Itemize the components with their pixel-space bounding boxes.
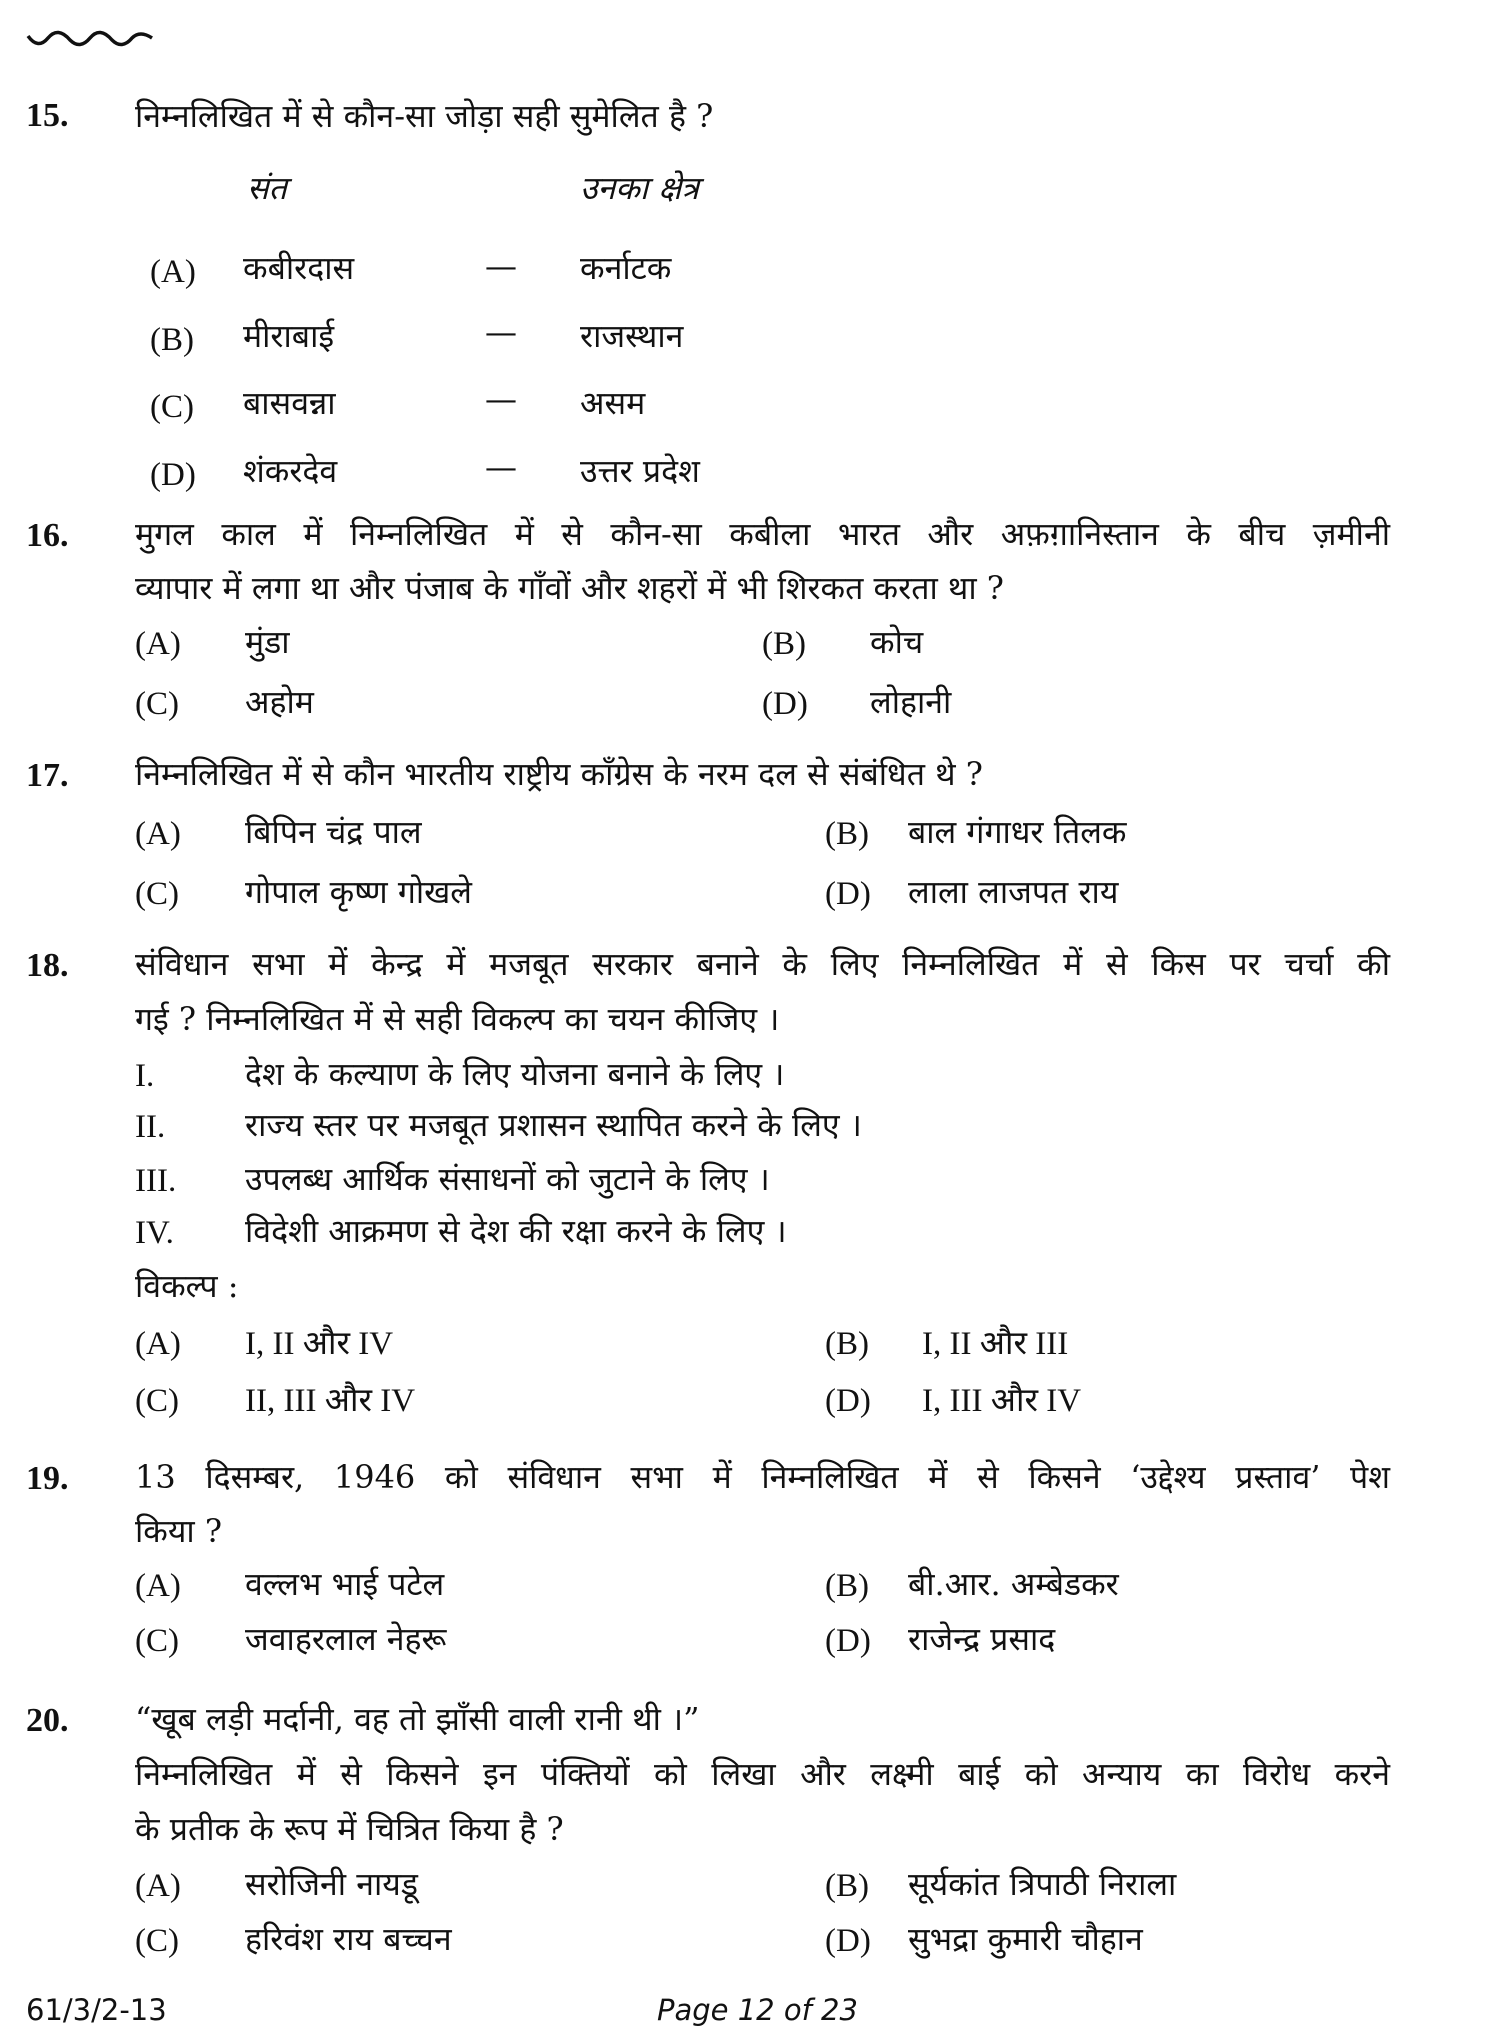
pair-left: शंकरदेव: [243, 452, 338, 490]
option-label: (D): [825, 1623, 871, 1659]
option-label: (C): [135, 1623, 179, 1659]
option-text: जवाहरलाल नेहरू: [245, 1620, 447, 1658]
pair-right: कर्नाटक: [580, 249, 672, 287]
page-number: Page 12 of 23: [657, 1993, 858, 2027]
question-text: निम्नलिखित में से कौन-सा जोड़ा सही सुमेलित है ?: [135, 97, 714, 135]
option-label: (B): [825, 816, 869, 852]
option-text: बिपिन चंद्र पाल: [245, 813, 422, 851]
question-text-line: के प्रतीक के रूप में चित्रित किया है ?: [135, 1810, 564, 1848]
option-text: I, II और IV: [245, 1326, 394, 1362]
option-text: लोहानी: [870, 683, 952, 721]
option-text: सरोजिनी नायडू: [245, 1865, 418, 1903]
option-label: (A): [150, 254, 196, 290]
paper-code: 61/3/2-13: [26, 1993, 167, 2027]
option-label: (D): [762, 686, 808, 722]
statement-text: विदेशी आक्रमण से देश की रक्षा करने के लिए ।: [245, 1212, 787, 1250]
option-label: (C): [135, 1383, 179, 1419]
option-label: (A): [135, 1568, 181, 1604]
statement-text: देश के कल्याण के लिए योजना बनाने के लिए ।: [245, 1055, 785, 1093]
option-label: (C): [135, 876, 179, 912]
option-text: कोच: [870, 623, 924, 661]
option-label: (D): [825, 1383, 871, 1419]
pair-right: उत्तर प्रदेश: [580, 452, 700, 490]
statement-label: II.: [135, 1109, 166, 1145]
pair-left: बासवन्ना: [243, 384, 336, 422]
statement-text: राज्य स्तर पर मजबूत प्रशासन स्थापित करने के लिए ।: [245, 1106, 862, 1144]
option-label: (D): [150, 457, 196, 493]
question-text-line: मुगल काल में निम्नलिखित में से कौन-सा कबीला भारत और अफ़ग़ानिस्तान के बीच ज़मीनी: [135, 515, 1390, 553]
option-label: (C): [135, 686, 179, 722]
question-text-line: गई ? निम्नलिखित में से सही विकल्प का चयन कीजिए ।: [135, 1000, 780, 1038]
question-number: 18.: [26, 947, 69, 984]
wave-mark-icon: [26, 28, 156, 50]
question-text-line: संविधान सभा में केन्द्र में मजबूत सरकार बनाने के लिए निम्नलिखित में से किस पर चर्चा की: [135, 945, 1390, 983]
option-label: (A): [135, 1868, 181, 1904]
option-text: गोपाल कृष्ण गोखले: [245, 873, 473, 911]
question-text-line: 13 दिसम्बर, 1946 को संविधान सभा में निम्नलिखित में से किसने ‘उद्देश्य प्रस्ताव’ पेश: [135, 1458, 1390, 1496]
option-label: (A): [135, 626, 181, 662]
option-text: सुभद्रा कुमारी चौहान: [908, 1920, 1143, 1958]
option-label: (B): [825, 1568, 869, 1604]
option-label: (B): [762, 626, 806, 662]
statement-text: उपलब्ध आर्थिक संसाधनों को जुटाने के लिए ।: [245, 1160, 770, 1198]
pair-dash: —: [485, 448, 517, 486]
option-label: (B): [150, 322, 194, 358]
option-text: वल्लभ भाई पटेल: [245, 1565, 445, 1603]
option-label: (C): [150, 389, 194, 425]
column-heading-saint: संत: [247, 169, 287, 207]
pair-dash: —: [485, 380, 517, 418]
option-text: हरिवंश राय बच्चन: [245, 1920, 452, 1958]
question-text-line: किया ?: [135, 1512, 223, 1550]
question-text: निम्नलिखित में से कौन भारतीय राष्ट्रीय काँग्रेस के नरम दल से संबंधित थे ?: [135, 755, 983, 793]
pair-dash: —: [485, 313, 517, 351]
column-heading-region: उनका क्षेत्र: [580, 169, 699, 207]
option-text: राजेन्द्र प्रसाद: [908, 1620, 1056, 1658]
pair-dash: —: [485, 247, 517, 285]
question-text-line: व्यापार में लगा था और पंजाब के गाँवों और शहरों में भी शिरकत करता था ?: [135, 569, 1004, 607]
question-number: 20.: [26, 1702, 69, 1739]
option-label: (D): [825, 876, 871, 912]
question-quote: “खूब लड़ी मर्दानी, वह तो झाँसी वाली रानी थी ।”: [135, 1700, 700, 1738]
option-text: मुंडा: [245, 623, 290, 661]
option-text: अहोम: [245, 683, 314, 721]
options-heading: विकल्प :: [135, 1267, 239, 1305]
question-number: 15.: [26, 97, 69, 134]
question-number: 17.: [26, 757, 69, 794]
option-text: लाला लाजपत राय: [908, 873, 1119, 911]
pair-left: मीराबाई: [243, 317, 335, 355]
question-number: 19.: [26, 1460, 69, 1497]
option-text: बाल गंगाधर तिलक: [908, 813, 1127, 851]
pair-right: राजस्थान: [580, 317, 684, 355]
question-text-line: निम्नलिखित में से किसने इन पंक्तियों को लिखा और लक्ष्मी बाई को अन्याय का विरोध करने: [135, 1755, 1390, 1793]
option-text: I, II और III: [922, 1326, 1069, 1362]
option-label: (B): [825, 1326, 869, 1362]
pair-right: असम: [580, 384, 646, 422]
option-text: सूर्यकांत त्रिपाठी निराला: [908, 1865, 1177, 1903]
option-label: (B): [825, 1868, 869, 1904]
option-text: I, III और IV: [922, 1383, 1082, 1419]
option-label: (D): [825, 1923, 871, 1959]
statement-label: I.: [135, 1058, 155, 1094]
option-label: (A): [135, 816, 181, 852]
option-label: (C): [135, 1923, 179, 1959]
option-text: बी.आर. अम्बेडकर: [908, 1565, 1119, 1603]
statement-label: IV.: [135, 1215, 174, 1251]
option-label: (A): [135, 1326, 181, 1362]
question-number: 16.: [26, 517, 69, 554]
option-text: II, III और IV: [245, 1383, 416, 1419]
statement-label: III.: [135, 1163, 177, 1199]
pair-left: कबीरदास: [243, 249, 355, 287]
